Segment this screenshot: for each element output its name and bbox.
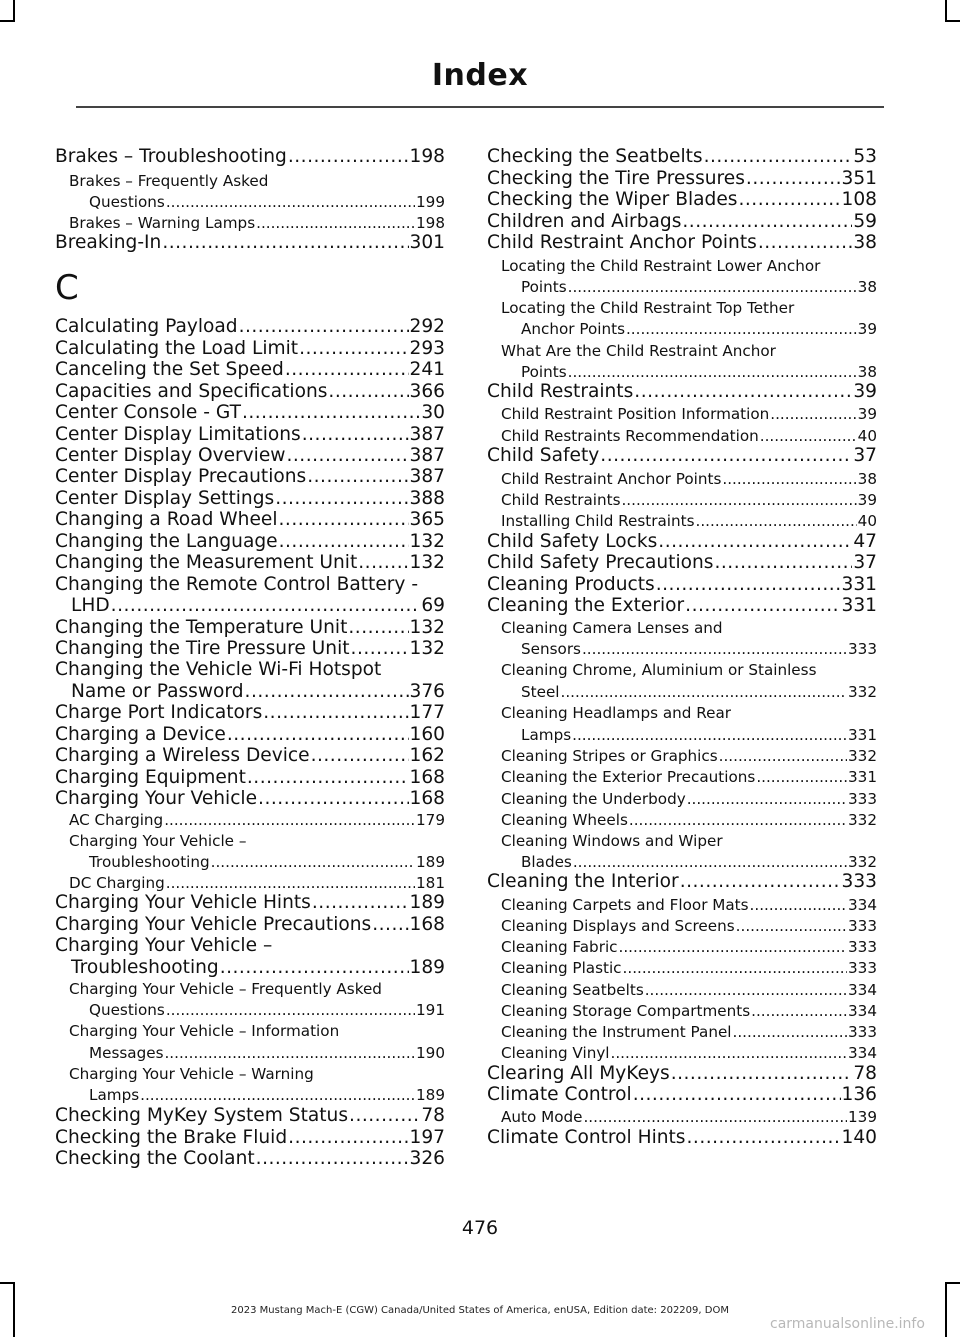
crop-mark — [0, 1282, 15, 1284]
leader-dots — [568, 363, 857, 381]
leader-dots — [111, 595, 421, 616]
leader-dots — [685, 595, 840, 616]
leader-dots — [351, 638, 409, 659]
leader-dots — [328, 381, 408, 402]
leader-dots — [750, 896, 847, 914]
index-entry[interactable]: Center Display Limitations ..... 387 — [55, 424, 445, 445]
page-ref: 189 — [409, 957, 445, 978]
index-subentry[interactable]: Cleaning the Underbody ..... 333 — [501, 790, 877, 808]
index-entry[interactable]: Checking the Wiper Blades ..... 108 — [487, 189, 877, 210]
page-ref: 332 — [848, 853, 877, 871]
leader-dots — [568, 278, 857, 296]
page-ref: 108 — [841, 189, 877, 210]
index-entry: Changing the Vehicle Wi-Fi Hotspot — [55, 659, 382, 680]
page-ref: 365 — [409, 509, 445, 530]
leader-dots — [582, 640, 847, 658]
page-ref: 53 — [853, 146, 877, 167]
crop-mark — [0, 20, 15, 22]
index-subentry[interactable]: DC Charging ..... 181 — [69, 874, 445, 892]
page-ref: 78 — [421, 1105, 445, 1126]
page-ref: 37 — [853, 552, 877, 573]
leader-dots — [285, 359, 409, 380]
leader-dots — [288, 146, 409, 167]
index-entry[interactable]: Changing a Road Wheel ..... 365 — [55, 509, 445, 530]
leader-dots — [696, 512, 857, 530]
leader-dots — [279, 509, 409, 530]
index-entry[interactable]: Changing the Measurement Unit ..... 132 — [55, 552, 445, 573]
page-ref: 168 — [409, 788, 445, 809]
page-ref: 132 — [409, 552, 445, 573]
leader-dots — [736, 917, 847, 935]
index-entry[interactable]: Canceling the Set Speed ..... 241 — [55, 359, 445, 380]
index-entry[interactable]: Charging Equipment ..... 168 — [55, 767, 445, 788]
page-ref: 292 — [409, 316, 445, 337]
index-entry[interactable]: Center Display Precautions ..... 387 — [55, 466, 445, 487]
leader-dots — [671, 1063, 853, 1084]
crop-mark — [945, 20, 960, 22]
index-subentry[interactable]: Cleaning the Instrument Panel ..... 333 — [501, 1023, 877, 1041]
leader-dots — [166, 1001, 415, 1019]
index-subentry: Charging Your Vehicle – Information — [69, 1022, 340, 1040]
page-ref: 198 — [416, 214, 445, 232]
leader-dots — [242, 402, 420, 423]
leader-dots — [633, 1084, 841, 1105]
page-ref: 331 — [841, 574, 877, 595]
index-subentry[interactable]: Blades ..... 332 — [521, 853, 877, 871]
leader-dots — [275, 488, 408, 509]
index-subentry[interactable]: Lamps ..... 189 — [89, 1086, 445, 1104]
page-number: 476 — [461, 1217, 499, 1239]
index-subentry: Cleaning Chrome, Aluminium or Stainless — [501, 661, 817, 679]
page-ref: 387 — [409, 466, 445, 487]
page-ref: 189 — [416, 1086, 445, 1104]
crop-mark — [945, 1282, 960, 1284]
page-ref: 293 — [409, 338, 445, 359]
leader-dots — [658, 531, 852, 552]
leader-dots — [372, 914, 408, 935]
index-subentry[interactable]: Troubleshooting ..... 189 — [89, 853, 445, 871]
page-ref: 333 — [848, 1023, 877, 1041]
index-subentry[interactable]: Points ..... 38 — [521, 278, 877, 296]
index-entry[interactable]: Child Safety Precautions ..... 37 — [487, 552, 877, 573]
leader-dots — [611, 1044, 847, 1062]
index-entry[interactable]: Clearing All MyKeys ..... 78 — [487, 1063, 877, 1084]
page-ref: 333 — [848, 640, 877, 658]
page-ref: 136 — [841, 1084, 877, 1105]
leader-dots — [634, 381, 852, 402]
index-subentry: Locating the Child Restraint Top Tether — [501, 299, 795, 317]
index-subentry[interactable]: Steel ..... 332 — [521, 683, 877, 701]
leader-dots — [256, 214, 415, 232]
index-entry[interactable]: Charging Your Vehicle Precautions ..... 168 — [55, 914, 445, 935]
index-subentry[interactable]: Anchor Points ..... 39 — [521, 320, 877, 338]
index-subentry[interactable]: Lamps ..... 331 — [521, 726, 877, 744]
leader-dots — [302, 424, 409, 445]
index-subentry[interactable]: Cleaning the Exterior Precautions ..... 331 — [501, 768, 877, 786]
page-ref: 334 — [848, 981, 877, 999]
page-ref: 333 — [848, 790, 877, 808]
page-ref: 39 — [857, 405, 877, 423]
page-ref: 40 — [857, 427, 877, 445]
edition-footer: 2023 Mustang Mach-E (CGW) Canada/United States of America, enUSA, Edition date: 202209, DOM — [231, 1305, 729, 1316]
index-entry: Charging Your Vehicle – — [55, 935, 273, 956]
index-subentry: What Are the Child Restraint Anchor — [501, 342, 776, 360]
index-subentry[interactable]: Cleaning Fabric ..... 333 — [501, 938, 877, 956]
index-subentry: Charging Your Vehicle – — [69, 832, 247, 850]
leader-dots — [738, 189, 840, 210]
leader-dots — [211, 853, 415, 871]
index-entry[interactable]: Calculating the Load Limit ..... 293 — [55, 338, 445, 359]
page-ref: 132 — [409, 531, 445, 552]
index-subentry: Charging Your Vehicle – Frequently Asked — [69, 980, 382, 998]
index-subentry[interactable]: Child Restraint Anchor Points ..... 38 — [501, 470, 877, 488]
page-ref: 162 — [409, 745, 445, 766]
index-entry[interactable]: Name or Password ..... 376 — [71, 681, 445, 702]
leader-dots — [722, 470, 856, 488]
page-ref: 334 — [848, 1002, 877, 1020]
index-entry[interactable]: Charge Port Indicators ..... 177 — [55, 702, 445, 723]
index-entry[interactable]: Center Console - GT ..... 30 — [55, 402, 445, 423]
leader-dots — [263, 702, 408, 723]
page-ref: 331 — [848, 726, 877, 744]
page-ref: 37 — [853, 445, 877, 466]
page-ref: 191 — [416, 1001, 445, 1019]
page-ref: 198 — [409, 146, 445, 167]
page-ref: 38 — [857, 278, 877, 296]
leader-dots — [166, 193, 415, 211]
index-entry[interactable]: Charging a Wireless Device ..... 162 — [55, 745, 445, 766]
index-entry[interactable]: Calculating Payload ..... 292 — [55, 316, 445, 337]
page-ref: 333 — [848, 917, 877, 935]
index-entry[interactable]: Child Safety ..... 37 — [487, 445, 877, 466]
leader-dots — [751, 1002, 847, 1020]
index-entry[interactable]: Cleaning the Exterior ..... 331 — [487, 595, 877, 616]
index-entry[interactable]: Center Display Overview ..... 387 — [55, 445, 445, 466]
leader-dots — [299, 338, 408, 359]
index-entry[interactable]: Troubleshooting ..... 189 — [71, 957, 445, 978]
page-ref: 181 — [416, 874, 445, 892]
page-ref: 168 — [409, 767, 445, 788]
page-ref: 197 — [409, 1127, 445, 1148]
page-ref: 179 — [416, 811, 445, 829]
leader-dots — [758, 232, 853, 253]
page-ref: 331 — [841, 595, 877, 616]
page-ref: 301 — [409, 232, 445, 253]
page-ref: 47 — [853, 531, 877, 552]
index-entry[interactable]: Breaking-In ..... 301 — [55, 232, 445, 253]
index-subentry: Cleaning Windows and Wiper — [501, 832, 723, 850]
leader-dots — [561, 683, 847, 701]
page-ref: 38 — [853, 232, 877, 253]
index-entry[interactable]: Changing the Tire Pressure Unit ..... 132 — [55, 638, 445, 659]
page-ref: 160 — [409, 724, 445, 745]
page-ref: 38 — [857, 470, 877, 488]
page-ref: 168 — [409, 914, 445, 935]
index-subentry[interactable]: Cleaning Storage Compartments ..... 334 — [501, 1002, 877, 1020]
index-subentry: Cleaning Camera Lenses and — [501, 619, 723, 637]
index-subentry[interactable]: Cleaning Seatbelts ..... 334 — [501, 981, 877, 999]
page-ref: 332 — [848, 747, 877, 765]
index-entry[interactable]: Changing the Language ..... 132 — [55, 531, 445, 552]
index-entry[interactable]: Cleaning Products ..... 331 — [487, 574, 877, 595]
page-ref: 376 — [409, 681, 445, 702]
index-entry[interactable]: Charging Your Vehicle Hints ..... 189 — [55, 892, 445, 913]
leader-dots — [687, 1127, 841, 1148]
page-ref: 190 — [416, 1044, 445, 1062]
leader-dots — [719, 747, 847, 765]
page-ref: 78 — [853, 1063, 877, 1084]
leader-dots — [621, 491, 856, 509]
section-letter: C — [55, 268, 79, 308]
page-ref: 199 — [416, 193, 445, 211]
leader-dots — [572, 726, 847, 744]
index-subentry[interactable]: Brakes – Warning Lamps ..... 198 — [69, 214, 445, 232]
page-ref: 333 — [848, 959, 877, 977]
leader-dots — [258, 788, 408, 809]
page-ref: 40 — [857, 512, 877, 530]
page-ref: 189 — [409, 892, 445, 913]
leader-dots — [687, 790, 847, 808]
leader-dots — [760, 427, 857, 445]
leader-dots — [656, 574, 841, 595]
leader-dots — [247, 767, 409, 788]
index-subentry[interactable]: Cleaning Plastic ..... 333 — [501, 959, 877, 977]
page-ref: 132 — [409, 638, 445, 659]
index-subentry[interactable]: Cleaning Carpets and Floor Mats ..... 334 — [501, 896, 877, 914]
leader-dots — [307, 466, 408, 487]
leader-dots — [312, 892, 409, 913]
index-entry[interactable]: Child Restraints ..... 39 — [487, 381, 877, 402]
index-entry[interactable]: Center Display Settings ..... 388 — [55, 488, 445, 509]
leader-dots — [166, 874, 415, 892]
page-title: Index — [431, 58, 529, 93]
page-ref: 333 — [841, 871, 877, 892]
leader-dots — [680, 871, 841, 892]
leader-dots — [239, 316, 409, 337]
index-subentry[interactable]: Cleaning Wheels ..... 332 — [501, 811, 877, 829]
index-subentry[interactable]: Messages ..... 190 — [89, 1044, 445, 1062]
leader-dots — [220, 957, 409, 978]
leader-dots — [256, 1148, 409, 1169]
page-ref: 388 — [409, 488, 445, 509]
index-subentry[interactable]: Child Restraints Recommendation ..... 40 — [501, 427, 877, 445]
index-subentry[interactable]: Cleaning Vinyl ..... 334 — [501, 1044, 877, 1062]
index-subentry[interactable]: Child Restraints ..... 39 — [501, 491, 877, 509]
page-ref: 332 — [848, 811, 877, 829]
page-ref: 241 — [409, 359, 445, 380]
page-ref: 59 — [853, 211, 877, 232]
page-ref: 177 — [409, 702, 445, 723]
index-subentry[interactable]: Cleaning Stripes or Graphics ..... 332 — [501, 747, 877, 765]
leader-dots — [619, 938, 847, 956]
leader-dots — [682, 211, 852, 232]
leader-dots — [714, 552, 852, 573]
index-entry[interactable]: Cleaning the Interior ..... 333 — [487, 871, 877, 892]
page-ref: 366 — [409, 381, 445, 402]
index-subentry[interactable]: Questions ..... 199 — [89, 193, 445, 211]
page-ref: 331 — [848, 768, 877, 786]
page-ref: 30 — [421, 402, 445, 423]
leader-dots — [286, 445, 408, 466]
index-subentry[interactable]: Auto Mode ..... 139 — [501, 1108, 877, 1126]
leader-dots — [626, 320, 857, 338]
leader-dots — [746, 168, 841, 189]
index-entry[interactable]: Checking the Coolant ..... 326 — [55, 1148, 445, 1169]
leader-dots — [583, 1108, 847, 1126]
crop-mark — [945, 0, 947, 22]
leader-dots — [279, 531, 409, 552]
index-entry[interactable]: Charging a Device ..... 160 — [55, 724, 445, 745]
page-ref: 189 — [416, 853, 445, 871]
index-entry[interactable]: Child Safety Locks ..... 47 — [487, 531, 877, 552]
page-ref: 334 — [848, 1044, 877, 1062]
leader-dots — [629, 811, 847, 829]
leader-dots — [645, 981, 847, 999]
index-subentry[interactable]: Installing Child Restraints ..... 40 — [501, 512, 877, 530]
index-subentry: Charging Your Vehicle – Warning — [69, 1065, 314, 1083]
page-ref: 334 — [848, 896, 877, 914]
index-subentry[interactable]: AC Charging ..... 179 — [69, 811, 445, 829]
index-entry[interactable]: Checking MyKey System Status ..... 78 — [55, 1105, 445, 1126]
crop-mark — [13, 0, 15, 22]
leader-dots — [349, 1105, 420, 1126]
index-entry[interactable]: Checking the Brake Fluid ..... 197 — [55, 1127, 445, 1148]
leader-dots — [164, 811, 415, 829]
leader-dots — [348, 617, 408, 638]
index-entry[interactable]: Charging Your Vehicle ..... 168 — [55, 788, 445, 809]
leader-dots — [623, 959, 847, 977]
index-entry[interactable]: Children and Airbags ..... 59 — [487, 211, 877, 232]
index-subentry: Cleaning Headlamps and Rear — [501, 704, 731, 722]
index-entry[interactable]: LHD ..... 69 — [71, 595, 445, 616]
leader-dots — [573, 853, 847, 871]
page-ref: 333 — [848, 938, 877, 956]
leader-dots — [358, 552, 408, 573]
page-ref: 69 — [421, 595, 445, 616]
index-subentry: Brakes – Frequently Asked — [69, 172, 269, 190]
leader-dots — [140, 1086, 415, 1104]
leader-dots — [162, 232, 408, 253]
page-ref: 387 — [409, 424, 445, 445]
leader-dots — [733, 1023, 847, 1041]
leader-dots — [756, 768, 847, 786]
page-ref: 132 — [409, 617, 445, 638]
index-entry[interactable]: Checking the Seatbelts ..... 53 — [487, 146, 877, 167]
index-entry[interactable]: Child Restraint Anchor Points ..... 38 — [487, 232, 877, 253]
index-subentry[interactable]: Child Restraint Position Information ..... 39 — [501, 405, 877, 423]
page-ref: 387 — [409, 445, 445, 466]
index-entry[interactable]: Capacities and Specifications ..... 366 — [55, 381, 445, 402]
index-subentry: Locating the Child Restraint Lower Anchor — [501, 257, 821, 275]
leader-dots — [704, 146, 853, 167]
page-ref: 39 — [857, 320, 877, 338]
page-ref: 39 — [857, 491, 877, 509]
watermark: carmanualsonline.info — [770, 1316, 925, 1332]
index-subentry[interactable]: Sensors ..... 333 — [521, 640, 877, 658]
index-entry[interactable]: Climate Control Hints ..... 140 — [487, 1127, 877, 1148]
index-subentry[interactable]: Cleaning Displays and Screens ..... 333 — [501, 917, 877, 935]
leader-dots — [288, 1127, 408, 1148]
index-entry[interactable]: Changing the Temperature Unit ..... 132 — [55, 617, 445, 638]
leader-dots — [245, 681, 409, 702]
leader-dots — [164, 1044, 415, 1062]
page-ref: 326 — [409, 1148, 445, 1169]
index-subentry[interactable]: Questions ..... 191 — [89, 1001, 445, 1019]
page-ref: 139 — [848, 1108, 877, 1126]
page-ref: 140 — [841, 1127, 877, 1148]
page-ref: 39 — [853, 381, 877, 402]
index-entry[interactable]: Climate Control ..... 136 — [487, 1084, 877, 1105]
header-divider — [76, 106, 884, 108]
index-entry[interactable]: Brakes – Troubleshooting ..... 198 — [55, 146, 445, 167]
page-ref: 332 — [848, 683, 877, 701]
leader-dots — [227, 724, 409, 745]
page-ref: 351 — [841, 168, 877, 189]
index-entry[interactable]: Checking the Tire Pressures ..... 351 — [487, 168, 877, 189]
page-ref: 38 — [857, 363, 877, 381]
leader-dots — [311, 745, 409, 766]
leader-dots — [770, 405, 856, 423]
leader-dots — [600, 445, 852, 466]
index-entry: Changing the Remote Control Battery - — [55, 574, 419, 595]
index-subentry[interactable]: Points ..... 38 — [521, 363, 877, 381]
